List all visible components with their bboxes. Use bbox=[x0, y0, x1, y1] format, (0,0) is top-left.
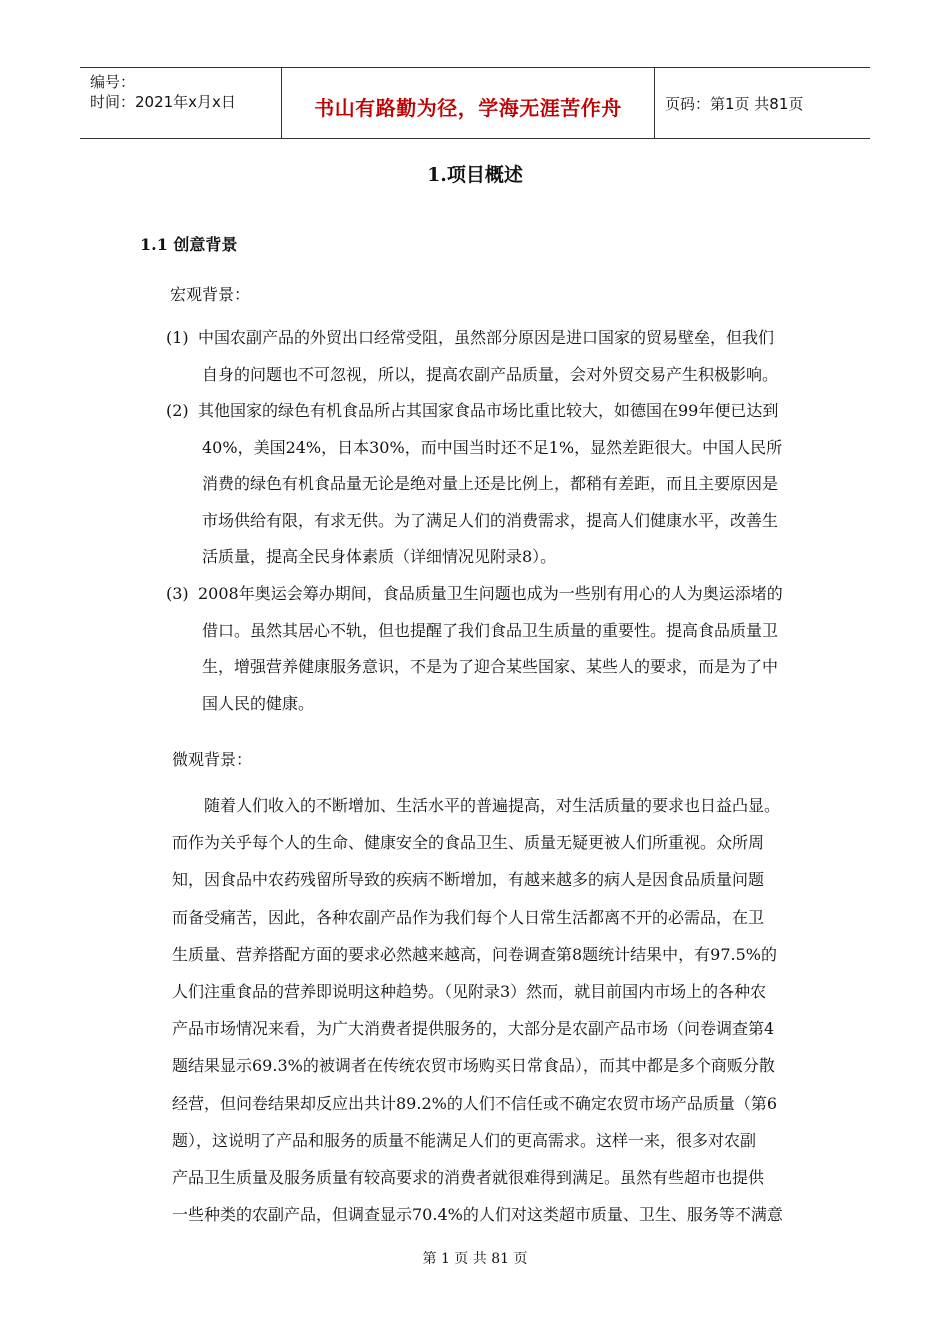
paragraph-line: 经营，但问卷结果却反应出共计89.2%的人们不信任或不确定农贸市场产品质量（第6 bbox=[172, 1093, 778, 1113]
list-item-number: (2) bbox=[166, 401, 189, 420]
paragraph-line: 题结果显示69.3%的被调者在传统农贸市场购买日常食品），而其中都是多个商贩分散 bbox=[172, 1056, 775, 1076]
micro-paragraph bbox=[172, 787, 812, 1233]
list-item-line: 生，增强营养健康服务意识，不是为了迎合某些国家、某些人的要求，而是为了中 bbox=[202, 657, 779, 676]
list-item-line: 国人民的健康。 bbox=[202, 693, 315, 713]
document-title: 1.项目概述 bbox=[427, 164, 523, 186]
list-item-line: 借口。虽然其居心不轨，但也提醒了我们食品卫生质量的重要性。提高食品质量卫 bbox=[202, 620, 779, 640]
date-label: 时间：2021年x月x日 bbox=[90, 93, 236, 111]
number-label: 编号： bbox=[90, 73, 136, 91]
header-motto-cell bbox=[282, 68, 655, 138]
paragraph-line: 人们注重食品的营养即说明这种趋势。（见附录3）然而，就目前国内市场上的各种农 bbox=[172, 982, 767, 1002]
list-item-number: (1) bbox=[166, 328, 189, 347]
header-meta bbox=[80, 68, 282, 138]
list-item-line: 2008年奥运会筹办期间，食品质量卫生问题也成为一些别有用心的人为奥运添堵的 bbox=[198, 584, 783, 603]
list-item-line: 自身的问题也不可忽视，所以，提高农副产品质量，会对外贸交易产生积极影响。 bbox=[202, 364, 779, 384]
header-page-info: 页码：第1页 共81页 bbox=[665, 95, 804, 113]
page-footer: 第 1 页 共 81 页 bbox=[422, 1251, 528, 1267]
paragraph-line: 随着人们收入的不断增加、生活水平的普遍提高，对生活质量的要求也日益凸显。 bbox=[204, 796, 781, 815]
list-item-number: (3) bbox=[166, 584, 189, 603]
paragraph-line: 产品卫生质量及服务质量有较高要求的消费者就很难得到满足。虽然有些超市也提供 bbox=[172, 1168, 765, 1188]
section-heading: 1.1 创意背景 bbox=[140, 235, 238, 254]
list-item-line: 其他国家的绿色有机食品所占其国家食品市场比重比较大，如德国在99年便已达到 bbox=[198, 401, 779, 420]
paragraph-line: 一些种类的农副产品，但调查显示70.4%的人们对这类超市质量、卫生、服务等不满意 bbox=[172, 1205, 783, 1225]
micro-label: 微观背景： bbox=[172, 750, 253, 769]
list-item bbox=[166, 320, 816, 393]
paragraph-line: 而作为关乎每个人的生命、健康安全的食品卫生、质量无疑更被人们所重视。众所周 bbox=[172, 833, 765, 853]
list-item-line: 40%，美国24%，日本30%，而中国当时还不足1%，显然差距很大。中国人民所 bbox=[202, 437, 783, 457]
page-header bbox=[80, 67, 870, 139]
list-item-line: 消费的绿色有机食品量无论是绝对量上还是比例上，都稍有差距，而且主要原因是 bbox=[202, 474, 779, 493]
paragraph-line: 而备受痛苦，因此，各种农副产品作为我们每个人日常生活都离不开的必需品，在卫 bbox=[172, 907, 765, 927]
paragraph-line: 产品市场情况来看，为广大消费者提供服务的，大部分是农副产品市场（问卷调查第4 bbox=[172, 1019, 775, 1039]
macro-label: 宏观背景： bbox=[170, 285, 251, 304]
paragraph-line: 题），这说明了产品和服务的质量不能满足人们的更高需求。这样一来，很多对农副 bbox=[172, 1130, 757, 1150]
list-item-line: 中国农副产品的外贸出口经常受阻，虽然部分原因是进口国家的贸易壁垒，但我们 bbox=[198, 328, 775, 347]
header-motto: 书山有路勤为径，学海无涯苦作舟 bbox=[314, 96, 622, 120]
paragraph-line: 知，因食品中农药残留所导致的疾病不断增加，有越来越多的病人是因食品质量问题 bbox=[172, 870, 765, 890]
list-item-line: 市场供给有限，有求无供。为了满足人们的消费需求，提高人们健康水平，改善生 bbox=[202, 510, 779, 530]
list-item bbox=[166, 393, 816, 576]
list-item-line: 活质量，提高全民身体素质（详细情况见附录8）。 bbox=[202, 547, 557, 566]
paragraph-line: 生质量、营养搭配方面的要求必然越来越高，问卷调查第8题统计结果中，有97.5%的 bbox=[172, 944, 778, 964]
list-item bbox=[166, 576, 816, 722]
